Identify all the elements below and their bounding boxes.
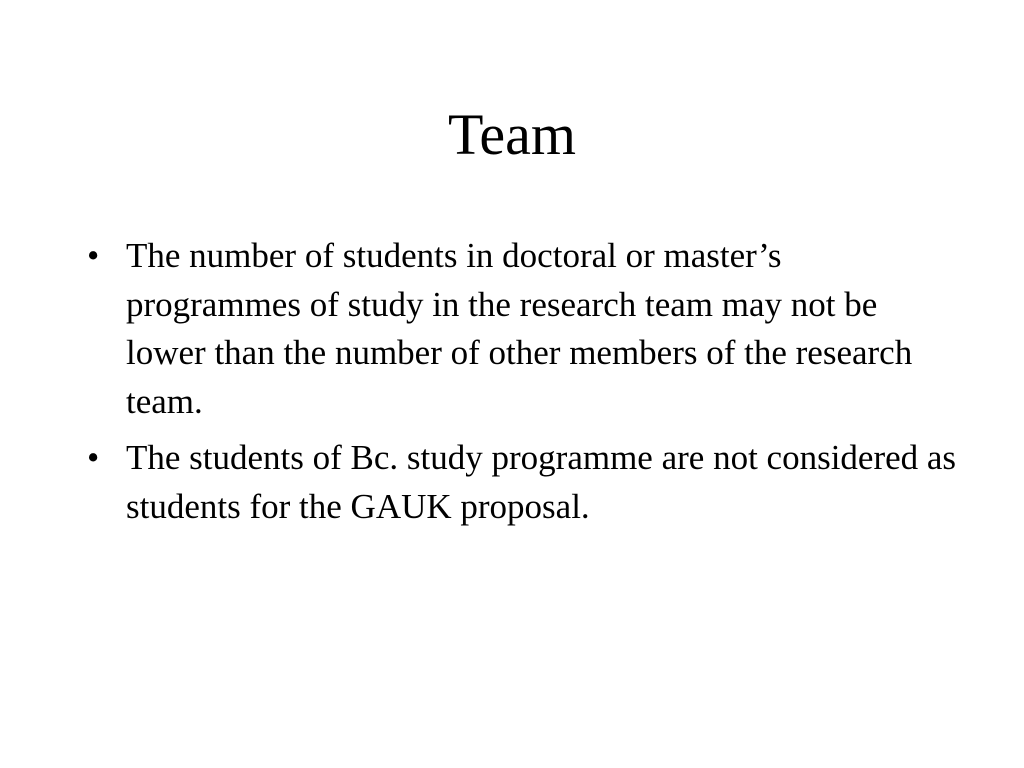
bullet-icon: • xyxy=(87,438,100,477)
bullet-item xyxy=(87,232,957,426)
slide-title: Team xyxy=(448,102,576,167)
bullet-list xyxy=(87,232,957,539)
bullet-item xyxy=(87,434,957,531)
bullet-text: The number of students in doctoral or master’s programmes of study in the research team may not be lower than the number of other members of the research team. xyxy=(126,236,913,421)
bullet-icon: • xyxy=(87,236,100,275)
bullet-text: The students of Bc. study programme are not considered as students for the GAUK proposal. xyxy=(126,438,957,526)
